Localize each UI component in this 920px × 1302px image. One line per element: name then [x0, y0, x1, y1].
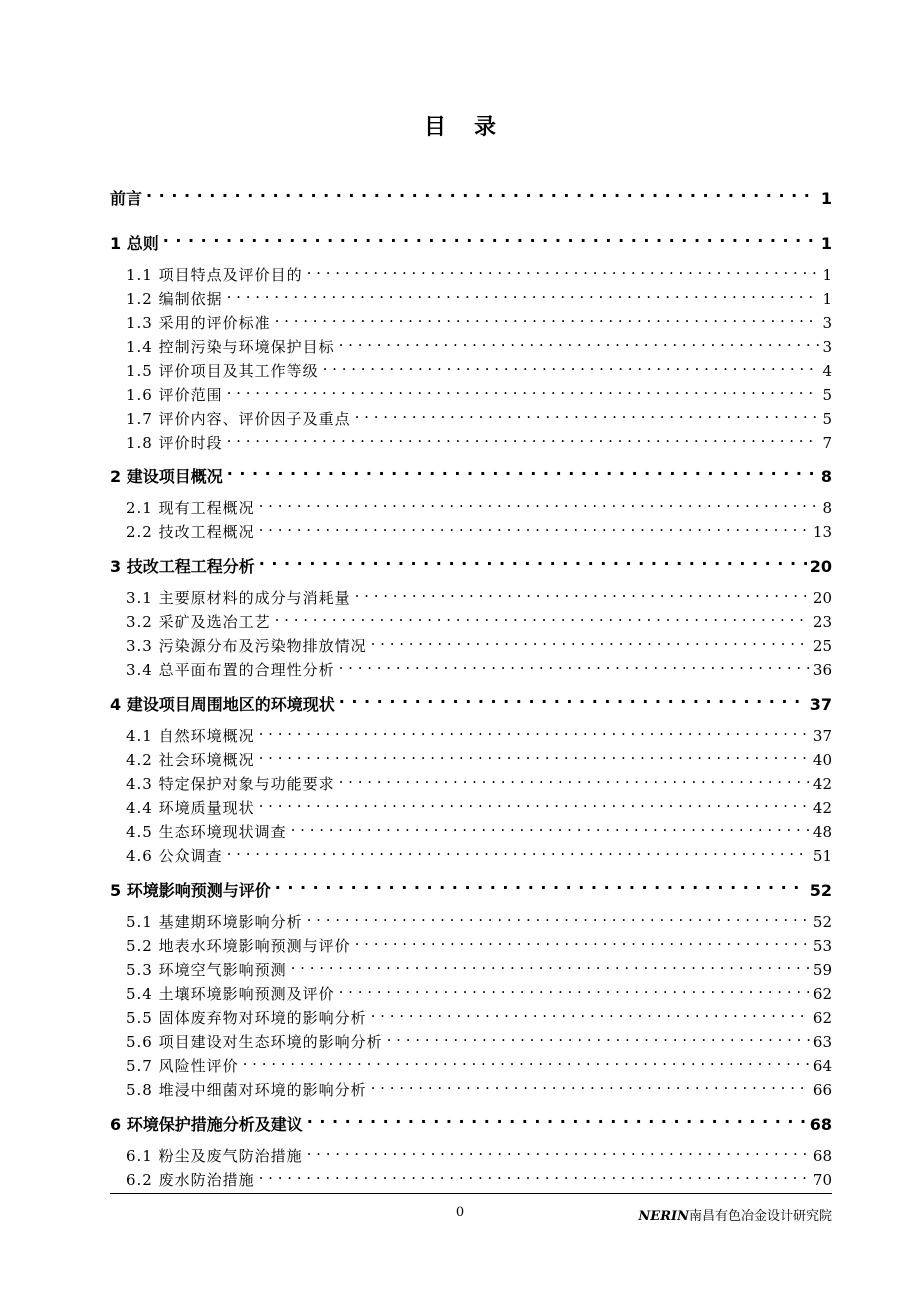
toc-leader-dots: [355, 929, 810, 951]
toc-entry[interactable]: [126, 1139, 832, 1165]
toc-leader-dots: [339, 653, 810, 675]
toc-entry-page: 68: [809, 1115, 832, 1134]
toc-entry[interactable]: [126, 653, 832, 679]
toc-leader-dots: [291, 953, 810, 975]
toc-entry-label: 1.7 评价内容、评价因子及重点: [126, 410, 351, 428]
toc-entry-label: 2 建设项目概况: [110, 467, 223, 486]
toc-leader-dots: [259, 548, 807, 572]
toc-entry-page: 52: [809, 881, 832, 900]
toc-entry[interactable]: [126, 306, 832, 332]
toc-title: [0, 110, 920, 141]
toc-leader-dots: [259, 791, 810, 813]
footer-page-number: 0: [455, 1205, 465, 1220]
toc-entry[interactable]: [126, 330, 832, 356]
toc-entry[interactable]: [126, 839, 832, 865]
toc-leader-dots: [371, 1001, 810, 1023]
toc-entry-label: 3.2 采矿及选冶工艺: [126, 613, 271, 631]
toc-entry-label: 5.8 堆浸中细菌对环境的影响分析: [126, 1081, 367, 1099]
toc-entry[interactable]: [126, 354, 832, 380]
toc-entry-page: 36: [812, 661, 832, 679]
toc-entry-page: 70: [812, 1171, 832, 1189]
toc-entry-page: 37: [809, 695, 832, 714]
toc-entry-page: 62: [812, 1009, 832, 1027]
toc-entry-label: 1.2 编制依据: [126, 290, 223, 308]
footer-brand: NERIN: [638, 1209, 689, 1224]
toc-entry-label: 1.8 评价时段: [126, 434, 223, 452]
toc-entry-label: 4.2 社会环境概况: [126, 751, 255, 769]
footer-divider: [110, 1193, 832, 1194]
toc-entry-label: 5.1 基建期环境影响分析: [126, 913, 303, 931]
toc-leader-dots: [275, 306, 820, 328]
toc-leader-dots: [146, 180, 818, 204]
toc-entry-label: 6.2 废水防治措施: [126, 1171, 255, 1189]
toc-leader-dots: [291, 815, 810, 837]
toc-entry-label: 4.6 公众调查: [126, 847, 223, 865]
toc-entry-label: 4.4 环境质量现状: [126, 799, 255, 817]
toc-entry-page: 62: [812, 985, 832, 1003]
toc-entry[interactable]: [126, 1001, 832, 1027]
toc-entry-page: 25: [812, 637, 832, 655]
toc-entry-page: 48: [812, 823, 832, 841]
toc-leader-dots: [275, 605, 810, 627]
toc-entry-label: 1.3 采用的评价标准: [126, 314, 271, 332]
toc-entry[interactable]: [126, 402, 832, 428]
toc-entry-page: 1: [820, 189, 832, 208]
toc-entry-page: 8: [820, 467, 832, 486]
toc-leader-dots: [355, 581, 810, 603]
toc-leader-dots: [307, 258, 820, 280]
toc-entry-page: 3: [822, 314, 832, 332]
toc-entry[interactable]: [126, 953, 832, 979]
footer-org-name: 南昌有色冶金设计研究院: [688, 1209, 832, 1224]
toc-entry-label: 1.5 评价项目及其工作等级: [126, 362, 319, 380]
toc-entry-label: 4.1 自然环境概况: [126, 727, 255, 745]
toc-leader-dots: [339, 330, 820, 352]
toc-leader-dots: [371, 1073, 810, 1095]
toc-entry-page: 66: [812, 1081, 832, 1099]
toc-entry-label: 5.2 地表水环境影响预测与评价: [126, 937, 351, 955]
toc-entry-page: 1: [822, 290, 832, 308]
toc-leader-dots: [275, 872, 807, 896]
toc-entry[interactable]: [110, 686, 832, 714]
toc-entry[interactable]: [110, 180, 832, 208]
toc-entry-page: 8: [822, 499, 832, 517]
toc-entry-page: 51: [812, 847, 832, 865]
toc-entry[interactable]: [110, 872, 832, 900]
toc-entry[interactable]: [126, 629, 832, 655]
toc-entry[interactable]: [126, 743, 832, 769]
toc-entry[interactable]: [126, 1073, 832, 1099]
toc-entry[interactable]: [126, 1049, 832, 1075]
toc-entry[interactable]: [126, 282, 832, 308]
toc-entry-label: 4 建设项目周围地区的环境现状: [110, 695, 335, 714]
toc-entry-label: 5.7 风险性评价: [126, 1057, 239, 1075]
toc-entry[interactable]: [126, 791, 832, 817]
toc-leader-dots: [227, 458, 818, 482]
toc-entry[interactable]: [126, 977, 832, 1003]
toc-entry-label: 1 总则: [110, 234, 159, 253]
toc-entry-page: 53: [812, 937, 832, 955]
toc-leader-dots: [307, 1139, 810, 1161]
toc-entry[interactable]: [126, 515, 832, 541]
toc-entry-page: 7: [822, 434, 832, 452]
toc-entry-page: 5: [822, 386, 832, 404]
toc-entry-label: 5.3 环境空气影响预测: [126, 961, 287, 979]
toc-entry-label: 6 环境保护措施分析及建议: [110, 1115, 303, 1134]
toc-entry-page: 4: [822, 362, 832, 380]
toc-entry[interactable]: [110, 458, 832, 486]
toc-entry-label: 3.3 污染源分布及污染物排放情况: [126, 637, 367, 655]
toc-entry[interactable]: [126, 767, 832, 793]
toc-leader-dots: [339, 767, 810, 789]
toc-entry[interactable]: [126, 1163, 832, 1189]
toc-entry-page: 59: [812, 961, 832, 979]
toc-leader-dots: [339, 686, 807, 710]
toc-entry-label: 1.1 项目特点及评价目的: [126, 266, 303, 284]
toc-entry-page: 5: [822, 410, 832, 428]
toc-entry-label: 2.1 现有工程概况: [126, 499, 255, 517]
toc-entry-label: 前言: [110, 189, 143, 208]
toc-leader-dots: [243, 1049, 810, 1071]
toc-leader-dots: [259, 515, 810, 537]
toc-leader-dots: [227, 378, 820, 400]
toc-entry[interactable]: [126, 1025, 832, 1051]
toc-entry-page: 20: [812, 589, 832, 607]
toc-leader-dots: [259, 491, 820, 513]
toc-entry-label: 3 技改工程工程分析: [110, 557, 255, 576]
toc-entry-page: 63: [812, 1033, 832, 1051]
toc-entry-label: 4.3 特定保护对象与功能要求: [126, 775, 335, 793]
toc-entry-label: 5.5 固体废弃物对环境的影响分析: [126, 1009, 367, 1027]
toc-entry-label: 1.6 评价范围: [126, 386, 223, 404]
toc-entry-label: 2.2 技改工程概况: [126, 523, 255, 541]
toc-leader-dots: [227, 282, 820, 304]
toc-title-char: 目: [423, 115, 446, 140]
toc-entry-label: 3.4 总平面布置的合理性分析: [126, 661, 335, 679]
toc-entry-page: 68: [812, 1147, 832, 1165]
toc-entry-page: 52: [812, 913, 832, 931]
toc-entry[interactable]: [110, 225, 832, 253]
toc-leader-dots: [259, 719, 810, 741]
toc-entry[interactable]: [126, 258, 832, 284]
toc-entry-label: 6.1 粉尘及废气防治措施: [126, 1147, 303, 1165]
toc-leader-dots: [355, 402, 820, 424]
toc-entry-page: 13: [812, 523, 832, 541]
toc-entry-label: 3.1 主要原材料的成分与消耗量: [126, 589, 351, 607]
toc-entry-page: 23: [812, 613, 832, 631]
toc-entry[interactable]: [110, 1106, 832, 1134]
toc-entry[interactable]: [126, 905, 832, 931]
toc-entry[interactable]: [126, 929, 832, 955]
toc-leader-dots: [307, 905, 810, 927]
toc-leader-dots: [259, 743, 810, 765]
toc-entry-label: 5 环境影响预测与评价: [110, 881, 271, 900]
toc-entry-page: 37: [812, 727, 832, 745]
footer-organization: [638, 1205, 832, 1224]
toc-entry[interactable]: [126, 815, 832, 841]
toc-entry[interactable]: [126, 378, 832, 404]
toc-entry-page: 1: [822, 266, 832, 284]
toc-leader-dots: [387, 1025, 810, 1047]
toc-entry[interactable]: [110, 548, 832, 576]
toc-leader-dots: [371, 629, 810, 651]
toc-title-char: 录: [474, 115, 497, 140]
toc-entry-page: 42: [812, 775, 832, 793]
toc-leader-dots: [307, 1106, 807, 1130]
toc-leader-dots: [163, 225, 818, 249]
toc-entry-label: 4.5 生态环境现状调查: [126, 823, 287, 841]
toc-entry-page: 42: [812, 799, 832, 817]
toc-entry-page: 64: [812, 1057, 832, 1075]
toc-entry-label: 5.4 土壤环境影响预测及评价: [126, 985, 335, 1003]
toc-entry[interactable]: [126, 426, 832, 452]
toc-entry[interactable]: [126, 491, 832, 517]
toc-leader-dots: [339, 977, 810, 999]
toc-entry[interactable]: [126, 581, 832, 607]
toc-entry-page: 20: [809, 557, 832, 576]
toc-leader-dots: [323, 354, 820, 376]
toc-leader-dots: [227, 839, 810, 861]
toc-entry-label: 1.4 控制污染与环境保护目标: [126, 338, 335, 356]
toc-leader-dots: [259, 1163, 810, 1185]
toc-entry[interactable]: [126, 719, 832, 745]
toc-leader-dots: [227, 426, 820, 448]
toc-entry-page: 40: [812, 751, 832, 769]
toc-entry-label: 5.6 项目建设对生态环境的影响分析: [126, 1033, 383, 1051]
toc-entry-page: 1: [820, 234, 832, 253]
toc-entry-page: 3: [822, 338, 832, 356]
toc-entry[interactable]: [126, 605, 832, 631]
